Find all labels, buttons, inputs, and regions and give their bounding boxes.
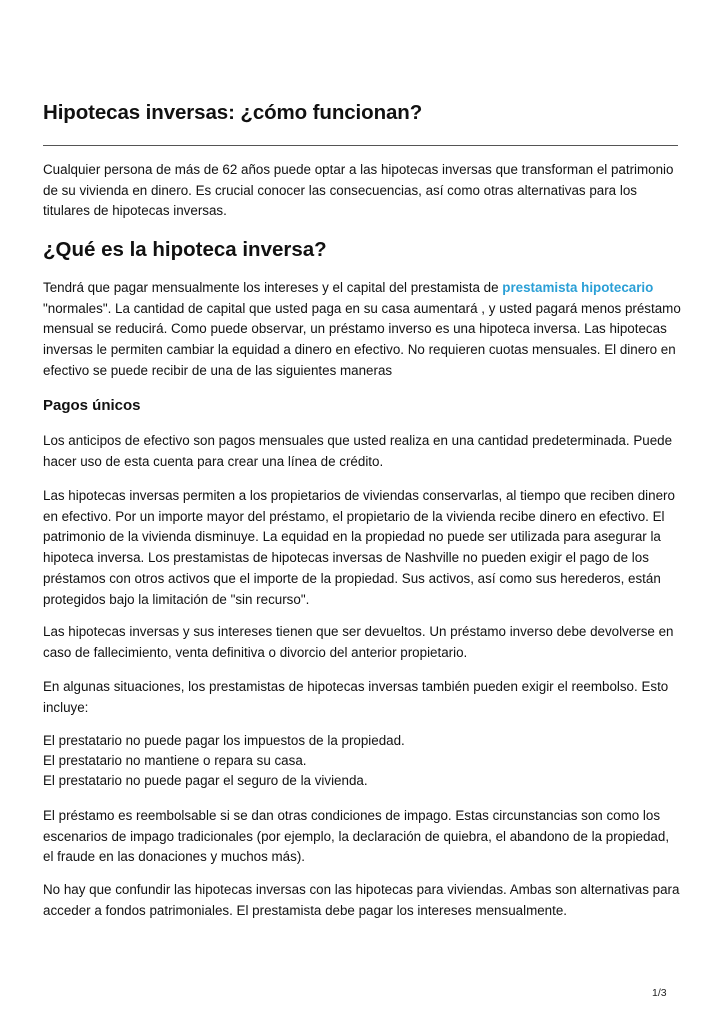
title-divider [43,145,678,146]
intro-paragraph: Cualquier persona de más de 62 años puede optar a las hipotecas inversas que transforman el patrimonio de su vivienda en dinero. Es crucial conocer las consecuencias, así como otras alternativas para los titulares de hipotecas inversas. [43,162,674,219]
paragraph-anticipos: Los anticipos de efectivo son pagos mensuales que usted realiza en una cantidad predeterminada. Puede hacer uso de esta cuenta para crear una línea de crédito. [43,433,673,469]
section-heading-que-es: ¿Qué es la hipoteca inversa? [43,238,327,261]
section1-text-before-link: Tendrá que pagar mensualmente los intereses y el capital del prestamista de [43,280,503,295]
section1-paragraph [43,278,683,382]
list-line: El prestatario no puede pagar los impuestos de la propiedad. [43,733,405,748]
paragraph-reembolso: En algunas situaciones, los prestamistas de hipotecas inversas también pueden exigir el reembolso. Esto incluye: [43,679,669,715]
paragraph-hipotecas-permiten: Las hipotecas inversas permiten a los propietarios de viviendas conservarlas, al tiempo que reciben dinero en efectivo. Por un importe mayor del préstamo, el propietario de la vivienda recibe dinero en efectivo. El patrimonio de la vivienda disminuye. La equidad en la propiedad no puede ser utilizada para asegurar la hipoteca inversa. Los prestamistas de hipotecas inversas de Nashville no pueden exigir el pago de los préstamos con otros activos que el importe de la propiedad. Sus activos, así como sus herederos, están protegidos bajo la limitación de "sin recurso". [43,488,675,607]
page-title: Hipotecas inversas: ¿cómo funcionan? [43,101,423,124]
section-heading-pagos-unicos: Pagos únicos [43,397,141,414]
page-number: 1/3 [652,987,667,999]
prestamista-hipotecario-link[interactable]: prestamista hipotecario [502,280,654,295]
list-line: El prestatario no puede pagar el seguro de la vivienda. [43,773,368,788]
paragraph-impago: El préstamo es reembolsable si se dan otras condiciones de impago. Estas circunstancias son como los escenarios de impago tradicionales (por ejemplo, la declaración de quiebra, el abandono de la propiedad, el fraude en las donaciones y muchos más). [43,808,670,865]
section1-text-after-link: "normales". La cantidad de capital que usted paga en su casa aumentará , y usted pagará menos préstamo mensual se reducirá. Como puede observar, un préstamo inverso es una hipoteca inversa. Las hipotecas inversas le permiten cambiar la equidad a dinero en efectivo. No requieren cuotas mensuales. El dinero en efectivo se puede recibir de una de las siguientes maneras [43,300,681,378]
paragraph-no-confundir: No hay que confundir las hipotecas inversas con las hipotecas para viviendas. Ambas son alternativas para acceder a fondos patrimoniales. El prestamista debe pagar los intereses mensualmente. [43,882,680,918]
list-line: El prestatario no mantiene o repara su casa. [43,753,307,768]
paragraph-devueltos: Las hipotecas inversas y sus intereses tienen que ser devueltos. Un préstamo inverso debe devolverse en caso de fallecimiento, venta definitiva o divorcio del anterior propietario. [43,624,674,660]
